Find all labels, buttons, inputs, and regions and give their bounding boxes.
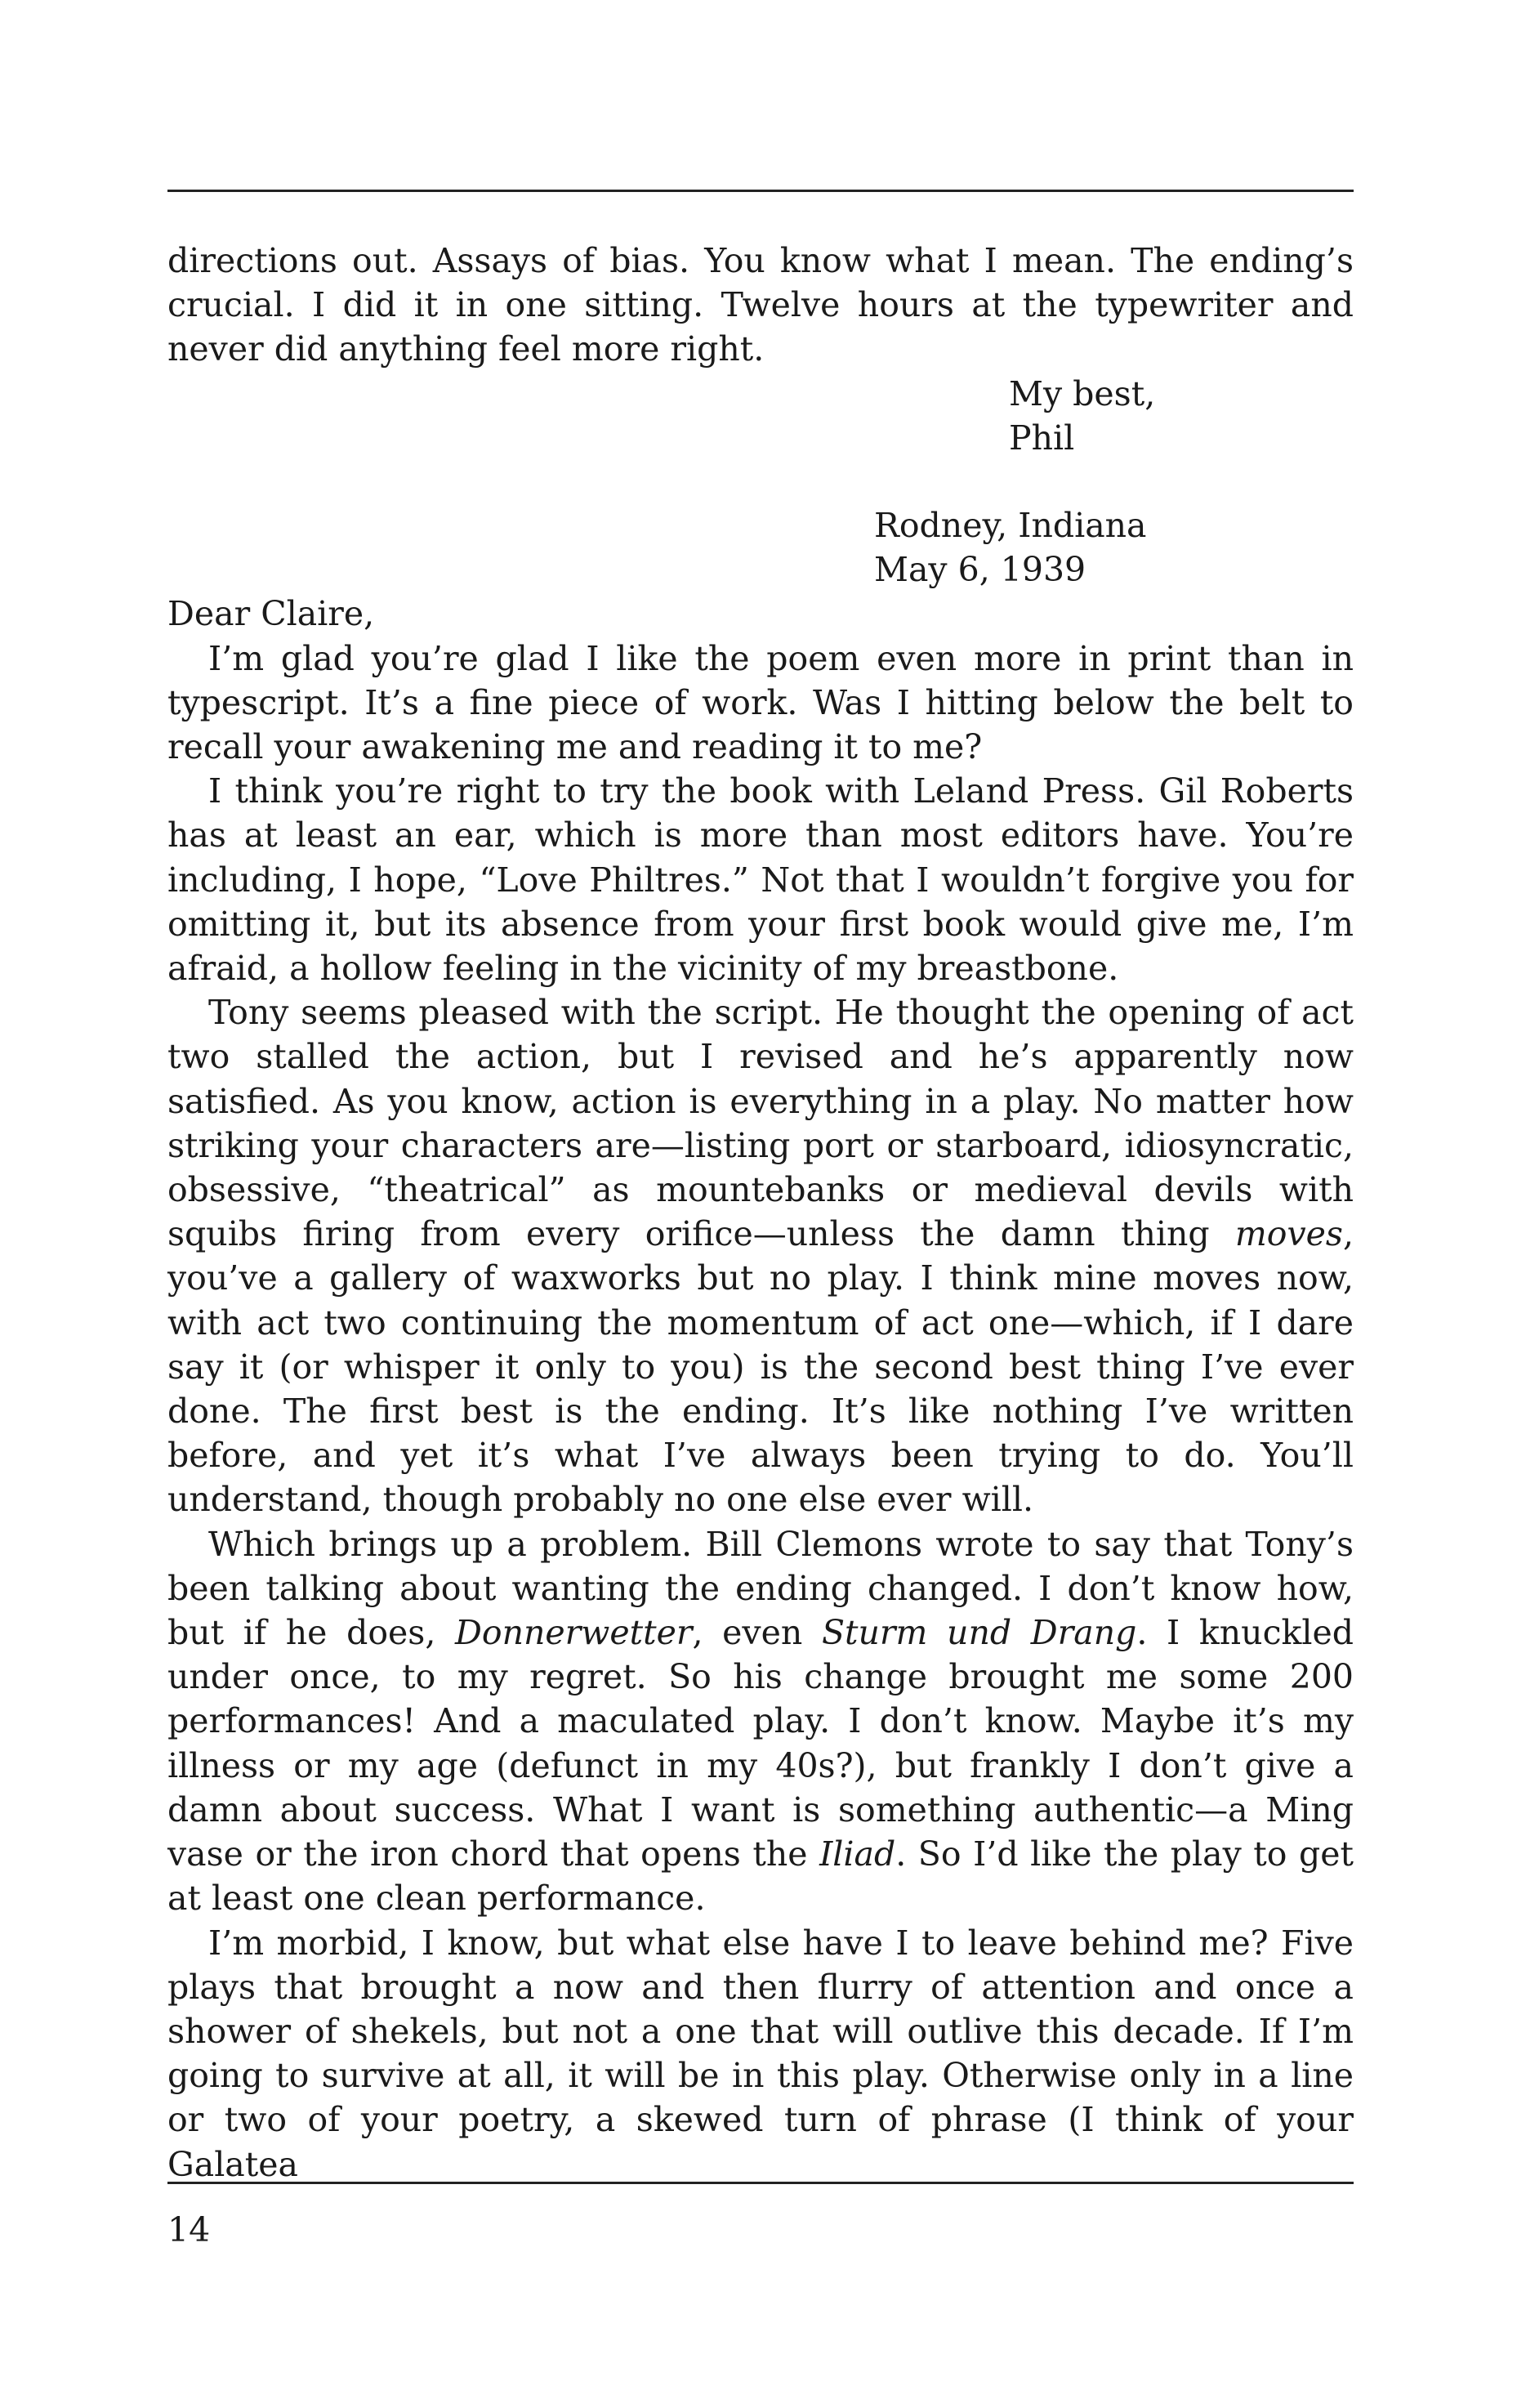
italic-run: Sturm und Drang: [821, 1613, 1137, 1653]
text-run: , even: [692, 1613, 822, 1653]
closing: My best,: [1009, 373, 1156, 413]
text-run: Tony seems pleased with the script. He thought the opening of act two stalled the action, but I revised and he’s apparently now satisfied. As you know, action is everything in a play. No matter how striking your characters are—listing port or starboard, idiosyncratic, obsessive, “theatrical” as mountebanks or medieval devils with squibs firing from every orifice—unless the damn thing: [167, 993, 1354, 1254]
paragraph-3: [167, 990, 1354, 1521]
italic-run: Iliad: [819, 1834, 896, 1874]
top-rule: [167, 190, 1354, 192]
text-run: . I knuckled under once, to my regret. So his change brought me some 200 performances! And a maculated play. I don’t know. Maybe it’s my illness or my age (defunct in my 40s?), but frankly I don’t give a damn about success. What I want is something authentic—a Ming vase or the iron chord that opens the: [167, 1613, 1354, 1874]
paragraph-4: [167, 1522, 1354, 1921]
letter: [167, 503, 1354, 2187]
text-run: . So I’d like the play to get at least one clean performance.: [167, 1834, 1354, 1919]
signature: Phil: [1009, 418, 1075, 458]
paragraph-2: I think you’re right to try the book with Leland Press. Gil Roberts has at least an ear, which is more than most editors have. You’re including, I hope, “Love Philtres.” Not that I wouldn’t forgive you for omitting it, but its absence from your first book would give me, I’m afraid, a hollow feeling in the vicinity of my breastbone.: [167, 771, 1354, 989]
paragraph-5: I’m morbid, I know, but what else have I to leave behind me? Five plays that brought a now and then flurry of attention and once a shower of shekels, but not a one that will outlive this decade. If I’m going to survive at all, it will be in this play. Otherwise only in a line or two of your poetry, a skewed turn of phrase (I think of your Galatea: [167, 1923, 1354, 2184]
bottom-rule: [167, 2182, 1354, 2184]
italic-run: Donnerwetter: [455, 1613, 693, 1653]
previous-letter-end: [167, 239, 1354, 460]
paragraph: directions out. Assays of bias. You know what I mean. The ending’s crucial. I did it in one sitting. Twelve hours at the typewriter and never did anything feel more right.: [167, 241, 1354, 369]
date-line: May 6, 1939: [874, 550, 1086, 590]
page-number: 14: [167, 2210, 211, 2249]
place-line: Rodney, Indiana: [874, 506, 1147, 545]
text-run: Which brings up a problem. Bill Clemons wrote to say that Tony’s been talking about wanting the ending changed. I don’t know how, but if he does,: [167, 1524, 1354, 1653]
paragraph-1: I’m glad you’re glad I like the poem even more in print than in typescript. It’s a fine piece of work. Was I hitting below the belt to recall your awakening me and reading it to me?: [167, 638, 1354, 767]
text-run: , you’ve a gallery of waxworks but no play. I think mine moves now, with act two continuing the momentum of act one—which, if I dare say it (or whisper it only to you) is the second best thing I’ve ever done. The first best is the ending. It’s like nothing I’ve written before, and yet it’s what I’ve always been trying to do. You’ll understand, though probably no one else ever will.: [167, 1214, 1354, 1520]
salutation: Dear Claire,: [167, 594, 375, 634]
italic-run: moves: [1234, 1214, 1343, 1254]
